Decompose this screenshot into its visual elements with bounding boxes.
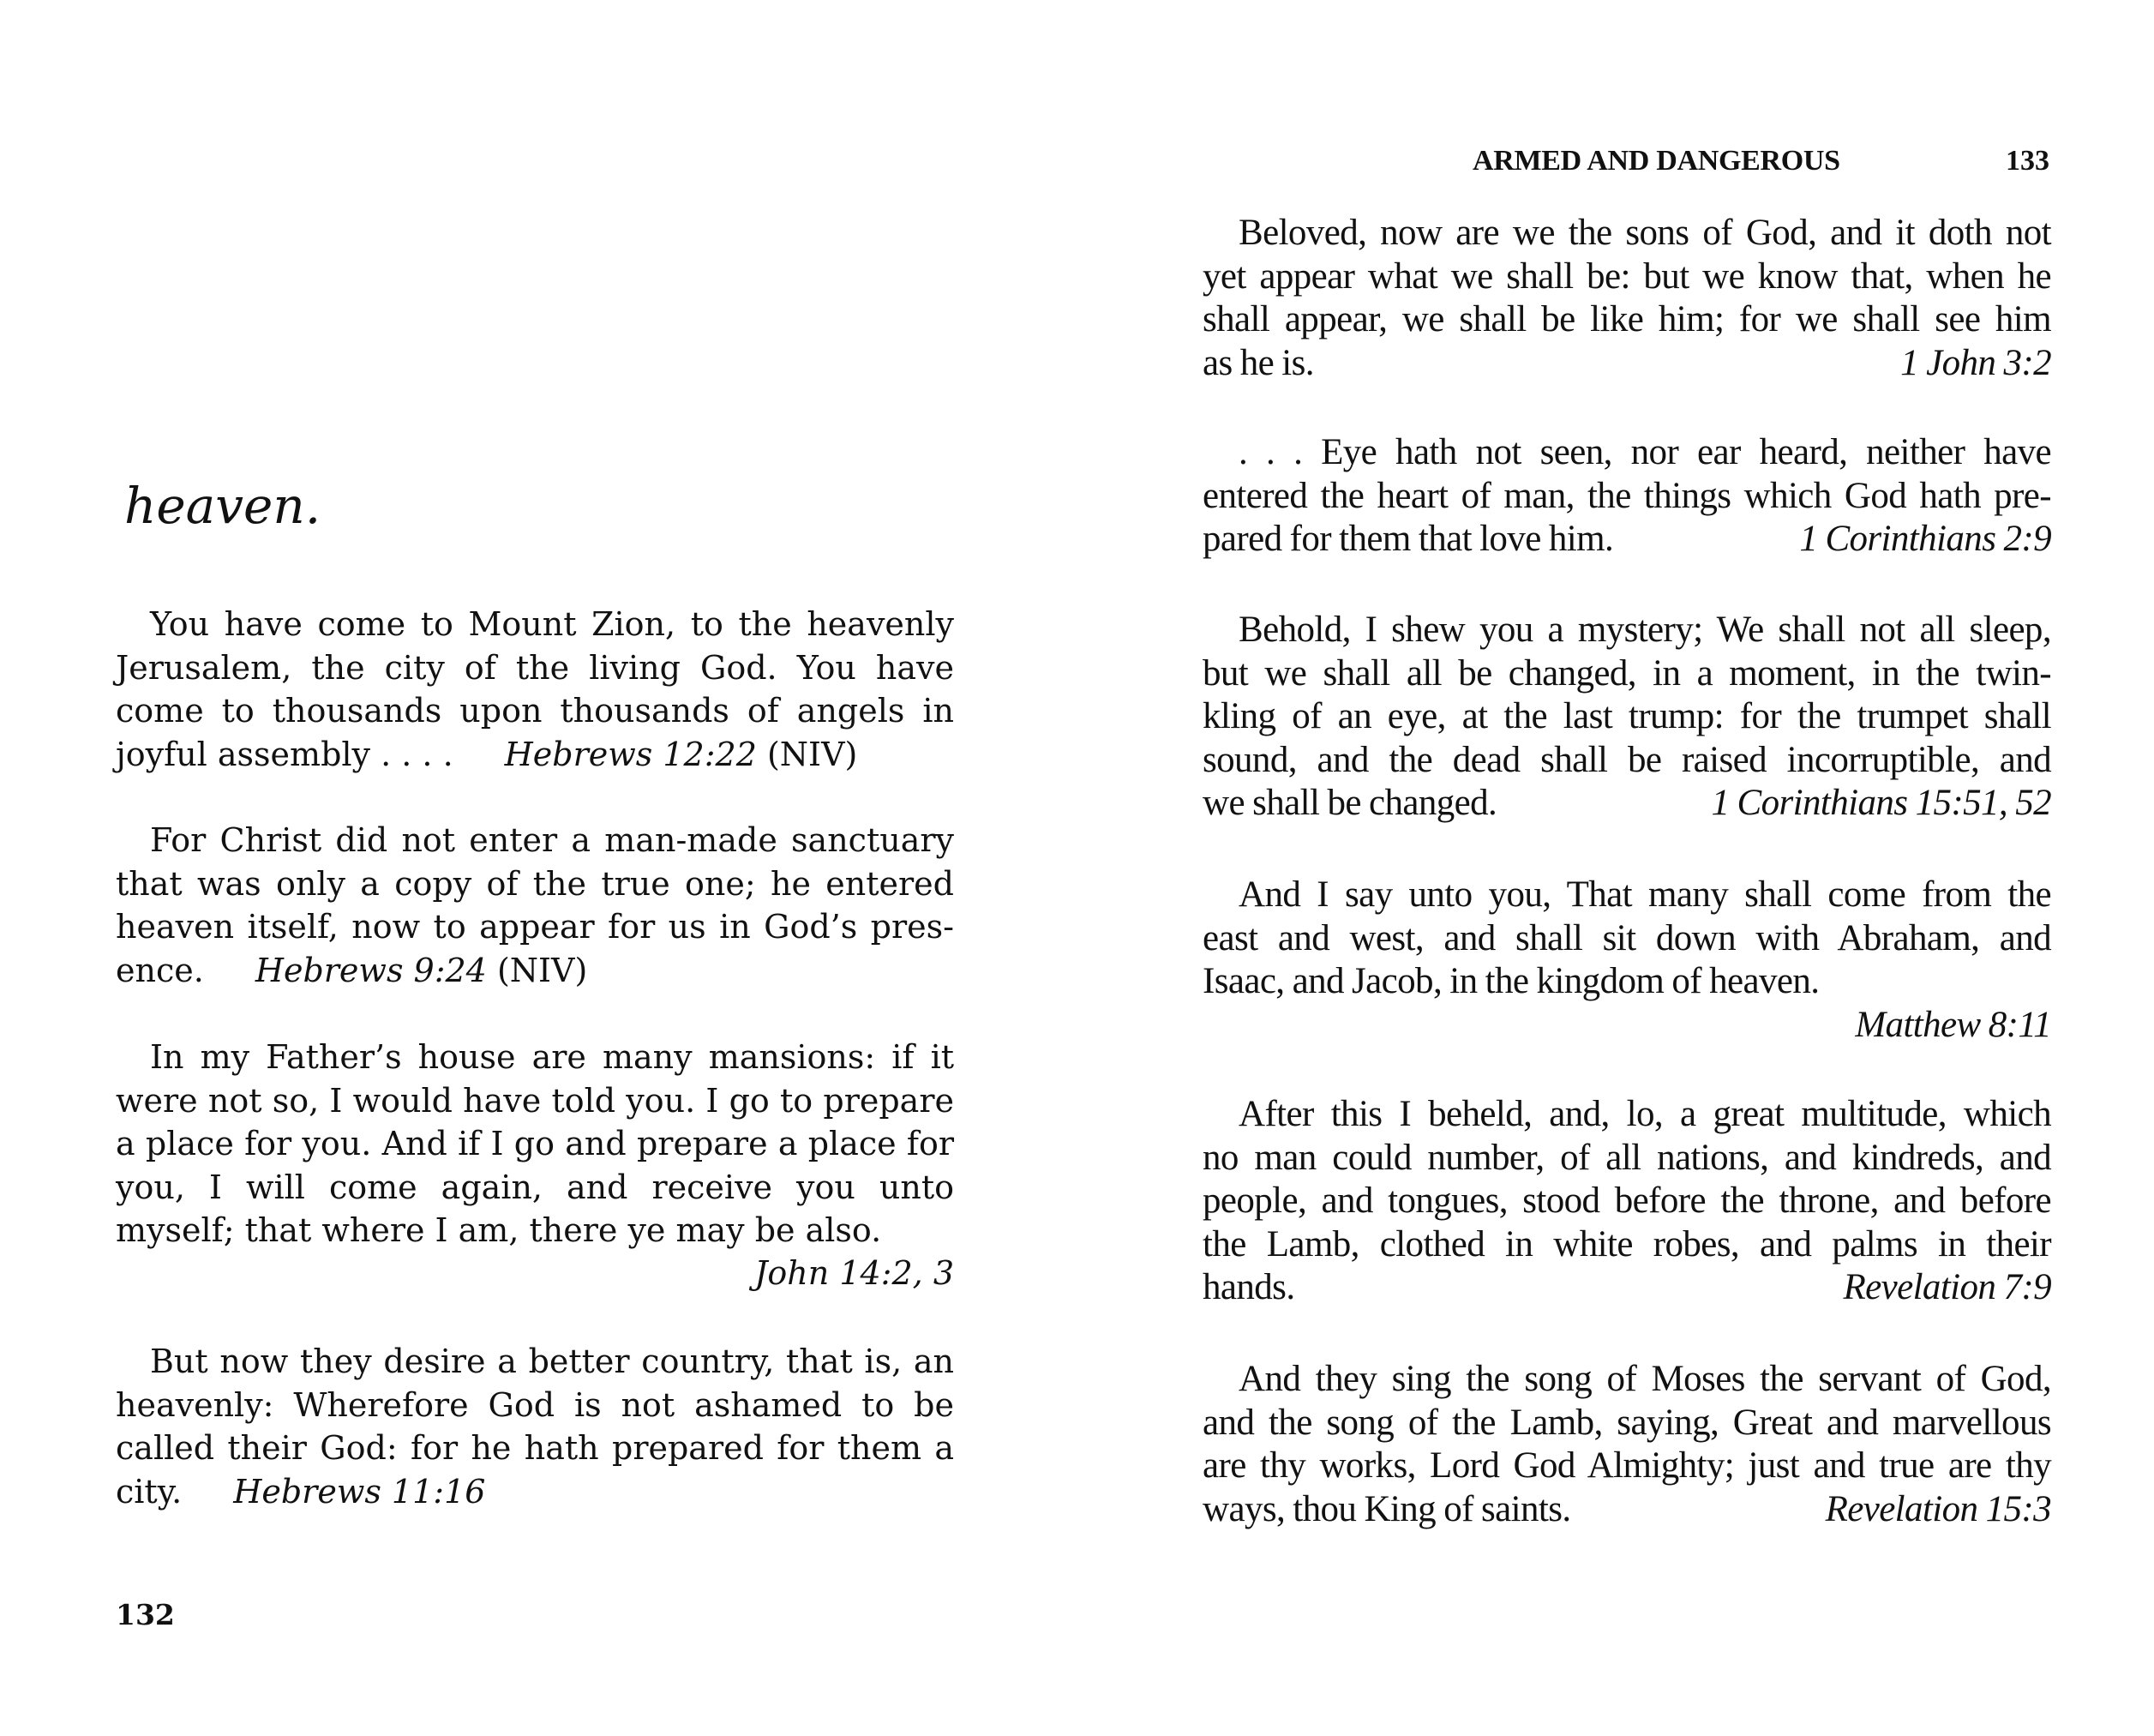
verse-passage <box>1203 431 2051 562</box>
verse-reference-line <box>116 1252 958 1295</box>
verse-line: And they sing the song of Moses the servant of God, <box>1239 1359 2051 1399</box>
verse-text: But now they desire a better country, that is, an heavenly: Wherefore God is not ashamed to be called their God: for he hath prepared for them a city. <box>116 1343 954 1511</box>
verse-passage <box>1203 1358 2051 1531</box>
verse-line: as he is. <box>1203 342 1314 383</box>
verse-line: yet appear what we shall be: but we know that, when he <box>1203 255 2051 297</box>
verse-passage <box>116 1340 954 1513</box>
verse-line: Isaac, and Jacob, in the kingdom of heaven. <box>1203 961 1820 1001</box>
verse-line: but we shall all be changed, in a moment, in the twin- <box>1203 652 2051 694</box>
verse-passage <box>1203 609 2051 826</box>
running-head: ARMED AND DANGEROUS <box>1473 145 1840 177</box>
verse-line: shall appear, we shall be like him; for we shall see him <box>1203 299 2051 339</box>
verse-reference: 1 Corinthians 15:51, 52 <box>1711 783 2051 823</box>
verse-version: (NIV) <box>496 951 588 989</box>
verse-line: we shall be changed. <box>1203 783 1497 823</box>
verse-reference: 1 John 3:2 <box>1900 342 2051 383</box>
verse-passage <box>116 603 954 776</box>
verse-line: Beloved, now are we the sons of God, and it doth not <box>1239 213 2051 253</box>
verse-version: (NIV) <box>766 735 858 773</box>
verse-passage <box>1203 1093 2051 1310</box>
verse-line: And I say unto you, That many shall come from the <box>1239 874 2051 915</box>
verse-reference: John 14:2, 3 <box>754 1254 954 1292</box>
verse-line: sound, and the dead shall be raised incorruptible, and <box>1203 739 2051 780</box>
page-number: 132 <box>116 1598 175 1631</box>
verse-passage <box>116 819 954 992</box>
page-title: heaven. <box>124 477 321 535</box>
verse-passage <box>116 1036 954 1252</box>
verse-line: east and west, and shall sit down with Abraham, and <box>1203 917 2051 958</box>
verse-line: and the song of the Lamb, saying, Great and marvellous <box>1203 1402 2051 1443</box>
verse-text: For Christ did not enter a man-made sanctuary that was only a copy of the true one; he entered heaven itself, now to appear for us in God’s pres-ence. <box>116 821 954 989</box>
verse-reference: Hebrews 9:24 <box>255 951 487 989</box>
verse-text: In my Father’s house are many mansions: if it were not so, I would have told you. I go to prepare a place for you. And if I go and prepare a place for you, I will come again, and receive you unto myself; that where I am, there ye may be also. <box>116 1038 954 1249</box>
verse-line: . . . Eye hath not seen, nor ear heard, neither have <box>1239 432 2051 472</box>
verse-line: pared for them that love him. <box>1203 519 1614 559</box>
verse-line: no man could number, of all nations, and kindreds, and <box>1203 1137 2051 1178</box>
verse-line: kling of an eye, at the last trump: for the trumpet shall <box>1203 696 2051 736</box>
verse-passage <box>1203 212 2051 385</box>
verse-reference: Hebrews 12:22 <box>504 735 757 773</box>
verse-passage <box>1203 874 2051 1047</box>
verse-line: ways, thou King of saints. <box>1203 1488 1571 1529</box>
verse-reference: Revelation 7:9 <box>1843 1267 2051 1307</box>
verse-text: You have come to Mount Zion, to the heavenly Jerusalem, the city of the living God. You have come to thousands upon thousands of angels in joyful assembly . . . . <box>116 605 954 773</box>
verse-line: are thy works, Lord God Almighty; just and true are thy <box>1203 1445 2051 1486</box>
verse-line: entered the heart of man, the things which God hath pre- <box>1203 475 2051 516</box>
page-number: 133 <box>2006 145 2049 177</box>
verse-reference: Matthew 8:11 <box>1855 1004 2051 1045</box>
verse-line: After this I beheld, and, lo, a great multitude, which <box>1239 1094 2051 1134</box>
verse-line: the Lamb, clothed in white robes, and palms in their <box>1203 1223 2051 1264</box>
verse-line: Behold, I shew you a mystery; We shall not all sleep, <box>1239 610 2051 650</box>
verse-reference: Revelation 15:3 <box>1825 1488 2051 1529</box>
verse-reference: 1 Corinthians 2:9 <box>1799 519 2051 559</box>
verse-reference: Hebrews 11:16 <box>233 1472 486 1511</box>
verse-line: people, and tongues, stood before the throne, and before <box>1203 1180 2051 1221</box>
verse-line: hands. <box>1203 1267 1295 1307</box>
